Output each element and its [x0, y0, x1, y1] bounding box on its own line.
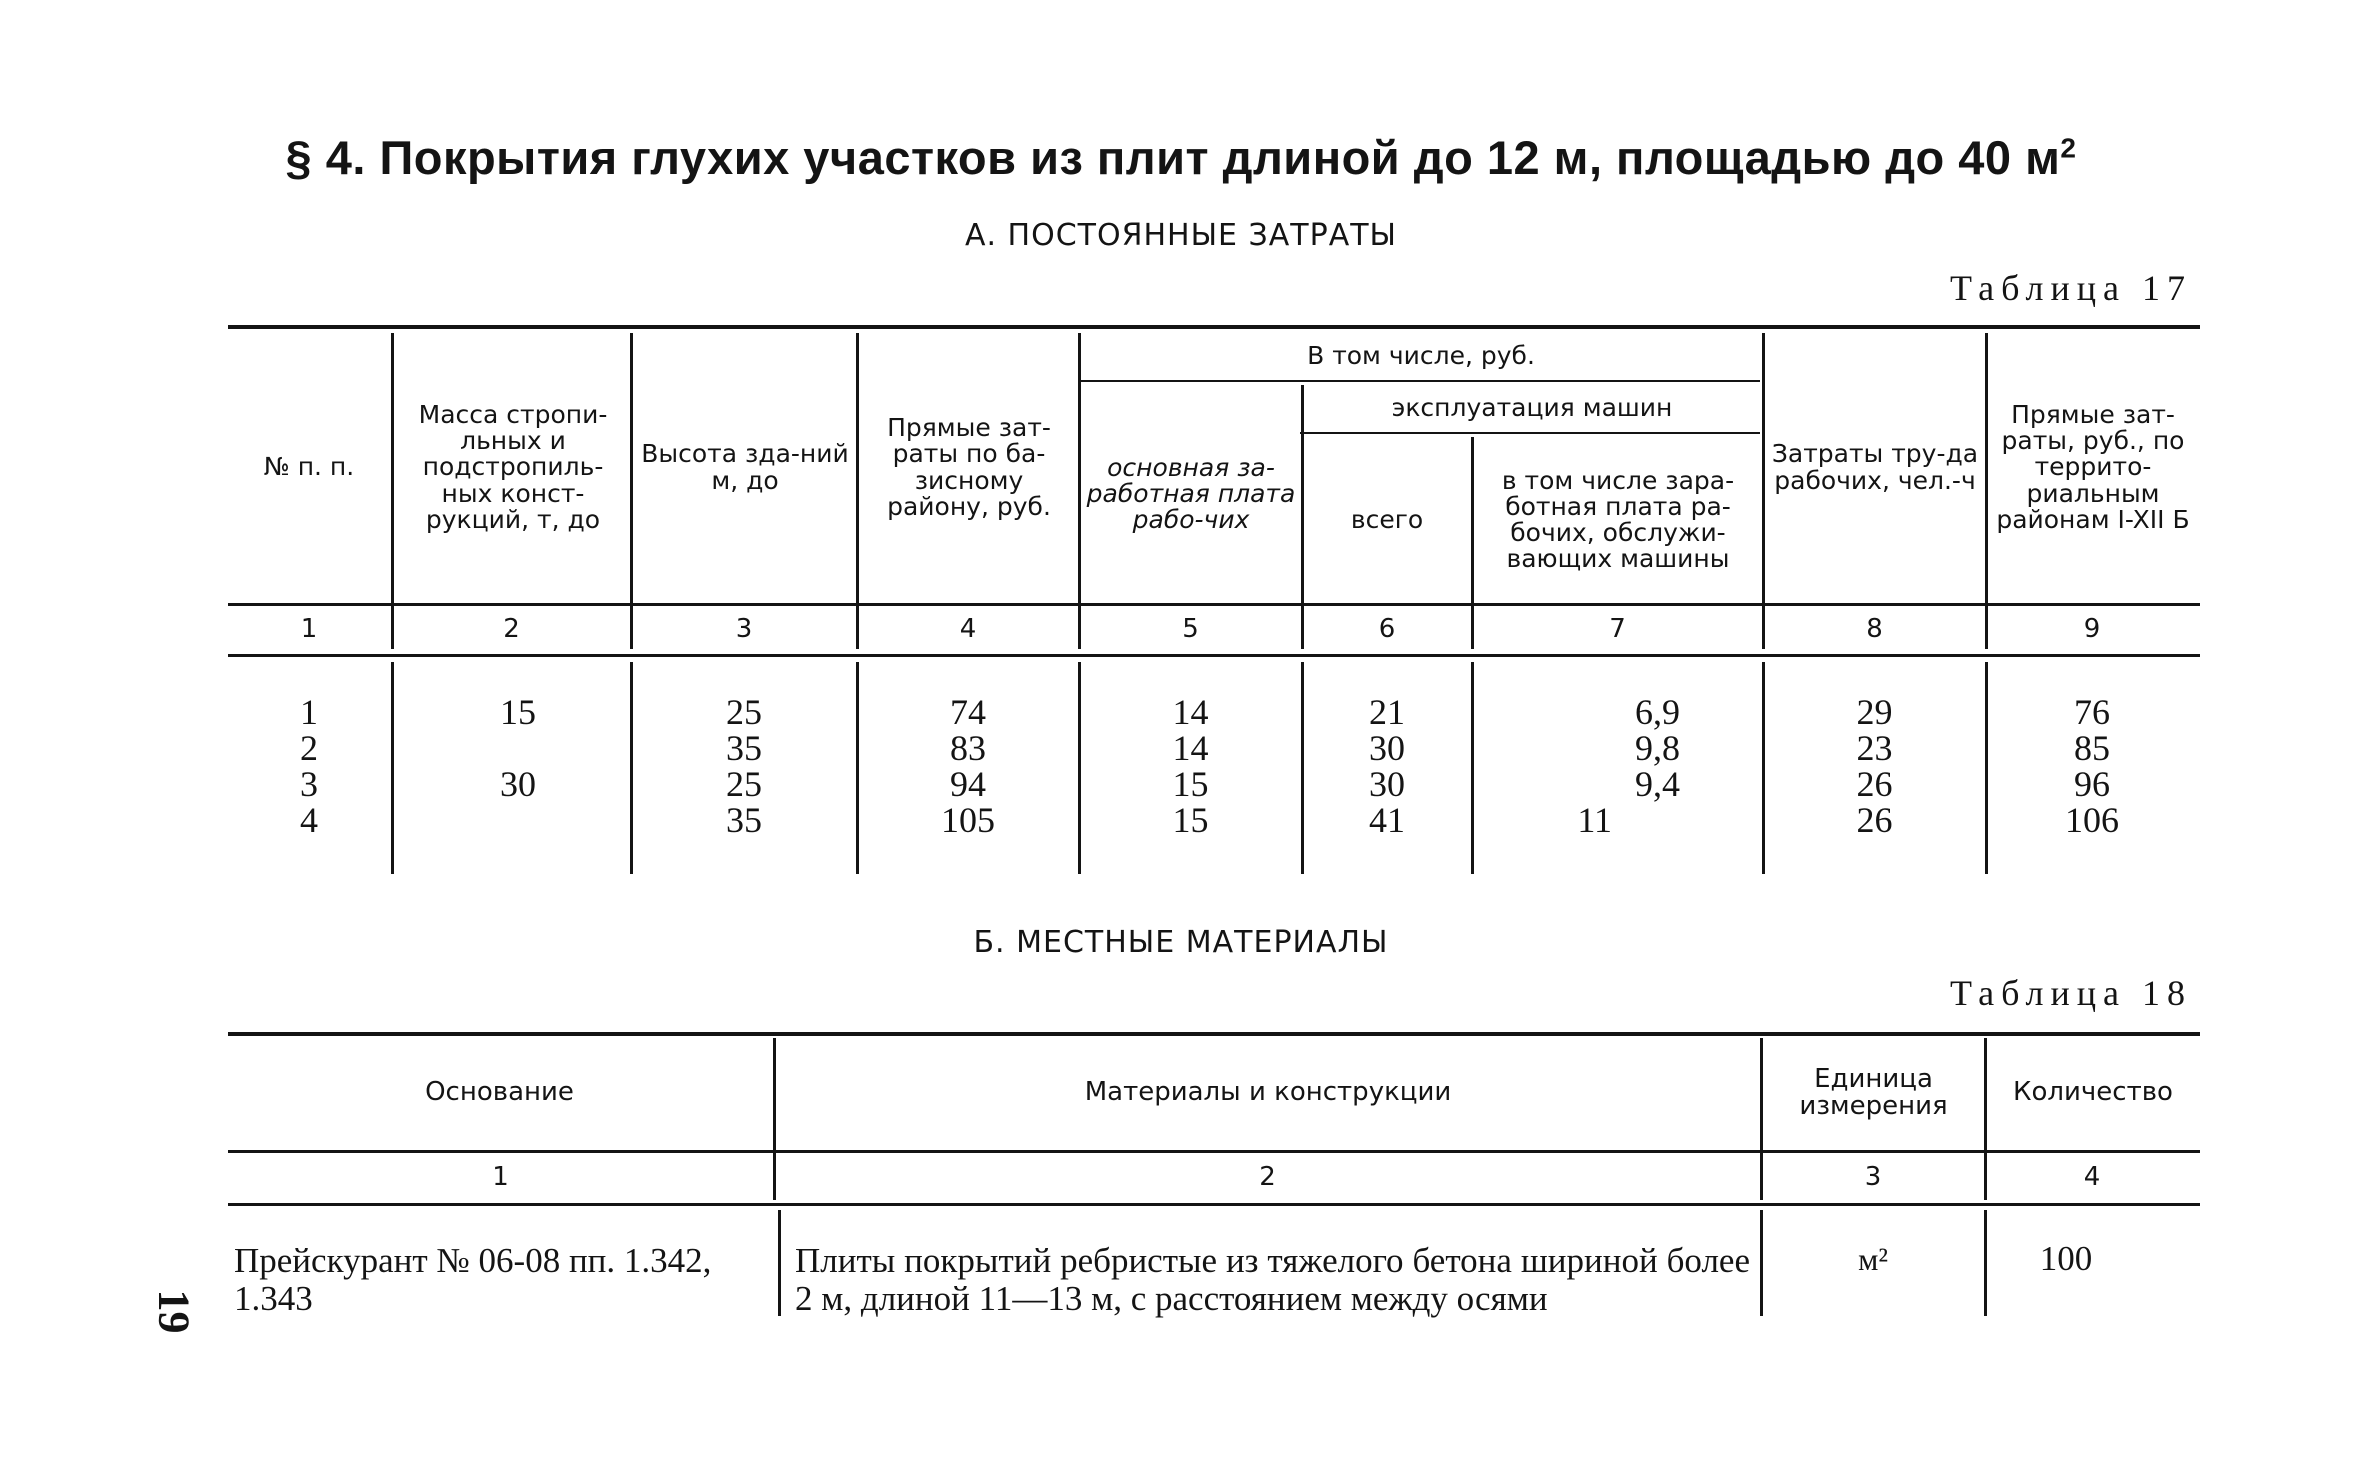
t17-cell: 35 [726, 728, 762, 768]
t18-header-rule [228, 1150, 2200, 1153]
t17-vline-5 [1301, 385, 1304, 649]
t18-colnum: 3 [1864, 1162, 1882, 1192]
t17-cell: 9,8 [1635, 728, 1680, 768]
t17-header-machines: эксплуатация машин [1391, 392, 1673, 422]
t17-header-mach-wage: в том числе зара-ботная плата ра-бочих, обслужи-вающих машины [1501, 465, 1735, 574]
t17-body-vline-1 [391, 662, 394, 874]
t17-colnum: 4 [959, 614, 977, 644]
t17-cell: 30 [1369, 764, 1405, 804]
t17-cell: 74 [950, 692, 986, 732]
t17-cell: 30 [500, 764, 536, 804]
t17-vline-7 [1762, 333, 1765, 649]
t17-incl-rule [1080, 380, 1760, 382]
t17-cell: 35 [726, 800, 762, 840]
t17-colnum: 2 [503, 614, 520, 644]
t17-cell: 26 [1856, 800, 1893, 840]
t17-header-height: Высота зда-ний м, до [641, 439, 849, 495]
t18-colnum: 1 [492, 1162, 509, 1192]
table-17-label: Таблица 17 [1950, 268, 2192, 308]
t17-cell: 26 [1856, 764, 1893, 804]
t18-basis-cell: Прейскурант № 06-08 пп. 1.342, 1.343 [234, 1241, 712, 1318]
t17-cell: 25 [726, 764, 762, 804]
t17-cell: 106 [2065, 800, 2119, 840]
t18-qty-cell: 100 [2039, 1239, 2093, 1278]
t17-vline-3 [856, 333, 859, 649]
t17-header-direct: Прямые зат-раты по ба-зисному району, руб. [887, 413, 1051, 521]
t17-header-territorial: Прямые зат-раты, руб., по террито-риальным районам I-XII Б [1996, 399, 2190, 534]
t17-colnum: 8 [1866, 614, 1883, 644]
t17-colnum: 1 [300, 614, 318, 644]
t17-cell: 30 [1369, 728, 1405, 768]
t17-vline-2 [630, 333, 633, 649]
t17-cell: 9,4 [1635, 764, 1680, 804]
table-18-label: Таблица 18 [1950, 973, 2192, 1013]
t17-header-total: всего [1350, 504, 1424, 534]
t17-cell: 14 [1172, 728, 1209, 768]
t17-body-vline-6 [1471, 662, 1474, 874]
t17-cell: 3 [300, 764, 318, 804]
t17-cell: 25 [726, 692, 762, 732]
t17-header-wage: основная за-работная плата рабо-чих [1086, 452, 1296, 535]
t17-cell: 2 [300, 728, 318, 768]
t18-colnum: 2 [1259, 1162, 1276, 1192]
t18-materials-cell: Плиты покрытий ребристые из тяжелого бетона шириной более 2 м, длиной 11—13 м, с расстоянием между осями [795, 1241, 1750, 1318]
t17-top-rule [228, 325, 2200, 329]
t17-cell: 23 [1856, 728, 1893, 768]
t17-header-no: № п. п. [263, 452, 355, 482]
t17-cell: 4 [300, 800, 318, 840]
t17-colnum: 5 [1182, 614, 1199, 644]
t18-body-vline-1 [778, 1210, 781, 1316]
t17-header-mass: Масса стропи-льных и подстропиль-ных конст-рукций, т, до [418, 399, 608, 534]
t17-cell: 83 [950, 728, 986, 768]
t17-header-rule [228, 603, 2200, 606]
t17-cell: 6,9 [1635, 692, 1680, 732]
t17-cell: 1 [300, 692, 318, 732]
t18-header-qty: Количество [2013, 1077, 2173, 1108]
t17-cell: 76 [2074, 692, 2110, 732]
t17-cell: 105 [941, 800, 995, 840]
page-number: 19 [149, 1289, 199, 1334]
t17-cell: 85 [2074, 728, 2110, 768]
t17-header-incl: В том числе, руб. [1307, 340, 1535, 370]
section-b-heading: Б. МЕСТНЫЕ МАТЕРИАЛЫ [973, 925, 1389, 960]
t17-header-labor: Затраты тру-да рабочих, чел.-ч [1771, 439, 1979, 495]
section-a-heading: А. ПОСТОЯННЫЕ ЗАТРАТЫ [964, 218, 1398, 253]
t17-cell: 41 [1369, 800, 1405, 840]
t18-number-rule [228, 1203, 2200, 1206]
page-title [0, 130, 2362, 185]
t17-colnum: 3 [735, 614, 753, 644]
t17-number-rule [228, 654, 2200, 657]
t18-header-unit: Единица измерения [1799, 1063, 1948, 1121]
t17-vline-4 [1078, 333, 1081, 649]
t17-colnum: 6 [1378, 614, 1396, 644]
t17-cell: 94 [950, 764, 986, 804]
t17-cell: 15 [1172, 764, 1209, 804]
t18-header-materials: Материалы и конструкции [1084, 1077, 1452, 1108]
t18-unit-cell: м² [1858, 1241, 1888, 1277]
t17-machines-rule [1300, 432, 1760, 434]
t17-cell: 29 [1856, 692, 1893, 732]
t17-cell: 15 [1172, 800, 1209, 840]
t17-vline-1 [391, 333, 394, 649]
t17-vline-8 [1985, 333, 1988, 649]
t18-top-rule [228, 1032, 2200, 1036]
t18-header-basis: Основание [425, 1077, 574, 1108]
t17-cell: 11 [1577, 800, 1612, 840]
t18-colnum: 4 [2083, 1162, 2101, 1192]
title-text: § 4. Покрытия глухих участков из плит длиной до 12 м, площадью до 40 м [285, 131, 2061, 184]
title-superscript: 2 [2060, 132, 2077, 164]
t17-cell: 96 [2074, 764, 2110, 804]
t17-colnum: 7 [1609, 614, 1626, 644]
t17-cell: 15 [500, 692, 536, 732]
t17-cell: 14 [1172, 692, 1209, 732]
t17-colnum: 9 [2083, 614, 2101, 644]
t17-cell: 21 [1369, 692, 1405, 732]
